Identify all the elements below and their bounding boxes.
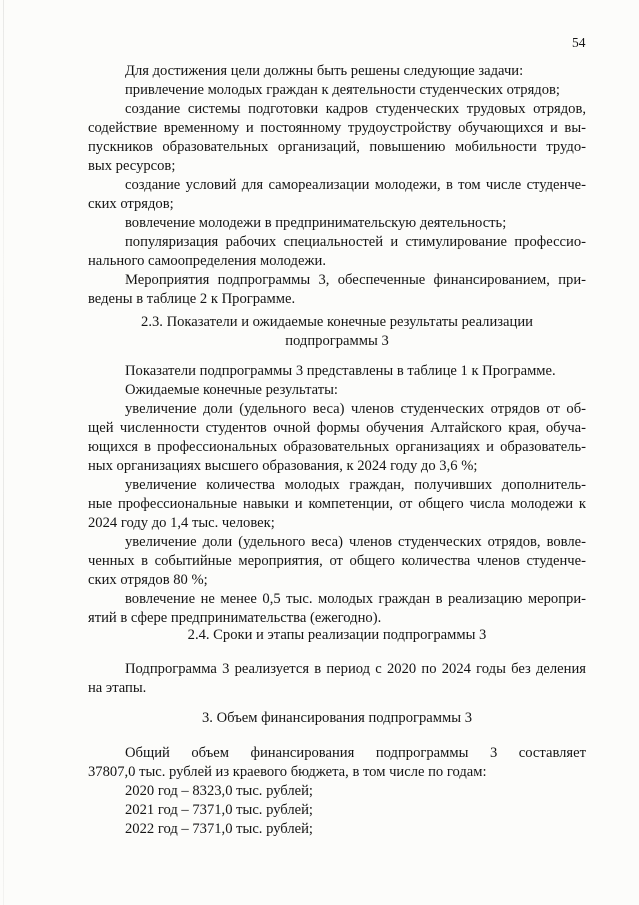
paragraph-line: увеличение количества молодых граждан, получивших дополнитель- [125, 477, 586, 493]
paragraph-line: Подпрограмма 3 реализуется в период с 2020 по 2024 годы без деления [125, 661, 586, 677]
paragraph-line: пускников образовательных организаций, повышению мобильности трудо- [88, 139, 586, 155]
paragraph-line: ных организациях высшего образования, к 2024 году до 3,6 %; [88, 458, 478, 474]
paragraph-line: популяризация рабочих специальностей и стимулирование профессио- [125, 234, 586, 250]
page-number: 54 [572, 35, 586, 50]
paragraph-line: Ожидаемые конечные результаты: [125, 382, 338, 398]
section-heading-line: 2.3. Показатели и ожидаемые конечные результаты реализации [141, 314, 533, 330]
section-heading-line: подпрограммы 3 [285, 333, 389, 349]
paragraph-line: ятий в сфере предпринимательства (ежегодно). [88, 610, 382, 626]
paragraph-line: 2024 году до 1,4 тыс. человек; [88, 515, 275, 531]
paragraph-line: вовлечение молодежи в предпринимательскую деятельность; [125, 215, 507, 231]
paragraph-line: нального самоопределения молодежи. [88, 253, 326, 269]
paragraph-line: вовлечение не менее 0,5 тыс. молодых граждан в реализацию меропри- [125, 591, 586, 607]
paragraph-line: 37807,0 тыс. рублей из краевого бюджета, в том числе по годам: [88, 764, 487, 780]
paragraph-line: увеличение доли (удельного веса) членов студенческих отрядов от об- [125, 401, 586, 417]
paragraph-line: ских отрядов; [88, 196, 174, 212]
paragraph-line: 2022 год – 7371,0 тыс. рублей; [125, 821, 313, 837]
scan-edge-shadow [3, 0, 4, 905]
paragraph-line: Общий объем финансирования подпрограммы 3 составляет [125, 745, 586, 761]
section-heading-line: 2.4. Сроки и этапы реализации подпрограммы 3 [187, 627, 487, 643]
paragraph-line: вых ресурсов; [88, 158, 176, 174]
paragraph-line: создание условий для самореализации молодежи, в том числе студенче- [125, 177, 586, 193]
paragraph-line: 2021 год – 7371,0 тыс. рублей; [125, 802, 313, 818]
paragraph-line: ских отрядов 80 %; [88, 572, 208, 588]
paragraph-line: создание системы подготовки кадров студенческих трудовых отрядов, [125, 101, 586, 117]
paragraph-line: ведены в таблице 2 к Программе. [88, 291, 296, 307]
paragraph-line: ченных в событийные мероприятия, от общего количества членов студенче- [88, 553, 586, 569]
paragraph-line: ющихся в профессиональных образовательных организациях и образователь- [88, 439, 586, 455]
section-heading-line: 3. Объем финансирования подпрограммы 3 [202, 710, 472, 726]
paragraph-line: 2020 год – 8323,0 тыс. рублей; [125, 783, 313, 799]
paragraph-line: привлечение молодых граждан к деятельности студенческих отрядов; [125, 82, 560, 98]
paragraph-line: щей численности студентов очной формы обучения Алтайского края, обуча- [88, 420, 586, 436]
paragraph-line: Мероприятия подпрограммы 3, обеспеченные финансированием, при- [125, 272, 586, 288]
paragraph-line: содействие временному и постоянному трудоустройству обучающихся и вы- [88, 120, 586, 136]
paragraph-line: Для достижения цели должны быть решены следующие задачи: [125, 63, 524, 79]
paragraph-line: ные профессиональные навыки и компетенции, от общего числа молодежи к [88, 496, 586, 512]
paragraph-line: увеличение доли (удельного веса) членов студенческих отрядов, вовле- [125, 534, 586, 550]
paragraph-line: Показатели подпрограммы 3 представлены в таблице 1 к Программе. [125, 363, 556, 379]
paragraph-line: на этапы. [88, 680, 147, 696]
